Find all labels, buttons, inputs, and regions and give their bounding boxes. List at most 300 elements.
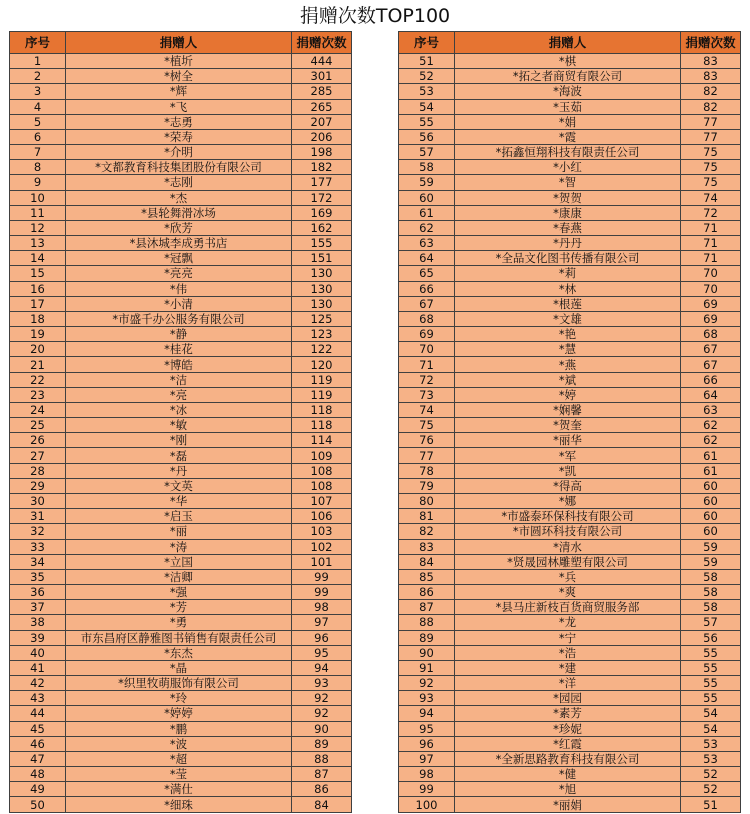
- donor-cell: *文英: [66, 478, 292, 493]
- count-cell: 155: [292, 236, 352, 251]
- count-cell: 51: [681, 797, 741, 812]
- count-cell: 118: [292, 402, 352, 417]
- header-donor: 捐赠人: [455, 32, 681, 54]
- table-row: [399, 402, 741, 417]
- table-row: [399, 69, 741, 84]
- rank-cell: 66: [399, 281, 455, 296]
- count-cell: 55: [681, 691, 741, 706]
- donor-cell: *介明: [66, 145, 292, 160]
- count-cell: 58: [681, 569, 741, 584]
- table-row: [10, 160, 352, 175]
- count-cell: 96: [292, 630, 352, 645]
- count-cell: 62: [681, 418, 741, 433]
- table-row: [10, 311, 352, 326]
- count-cell: 63: [681, 402, 741, 417]
- rank-cell: 89: [399, 630, 455, 645]
- rank-cell: 62: [399, 220, 455, 235]
- count-cell: 206: [292, 129, 352, 144]
- table-row: [10, 266, 352, 281]
- rank-cell: 80: [399, 493, 455, 508]
- table-row: [10, 84, 352, 99]
- count-cell: 75: [681, 175, 741, 190]
- count-cell: 53: [681, 736, 741, 751]
- header-count: 捐赠次数: [292, 32, 352, 54]
- count-cell: 125: [292, 311, 352, 326]
- count-cell: 120: [292, 357, 352, 372]
- rank-cell: 71: [399, 357, 455, 372]
- rank-cell: 69: [399, 327, 455, 342]
- table-row: [10, 782, 352, 797]
- page-title: 捐赠次数TOP100: [299, 5, 451, 27]
- table-row: [10, 418, 352, 433]
- donor-cell: *全新思路教育科技有限公司: [455, 751, 681, 766]
- count-cell: 94: [292, 660, 352, 675]
- donor-cell: *园园: [455, 691, 681, 706]
- count-cell: 54: [681, 706, 741, 721]
- rank-cell: 78: [399, 463, 455, 478]
- donor-cell: *鹏: [66, 721, 292, 736]
- table-row: [399, 569, 741, 584]
- table-row: [399, 615, 741, 630]
- rank-cell: 6: [10, 129, 66, 144]
- rank-cell: 39: [10, 630, 66, 645]
- rank-cell: 3: [10, 84, 66, 99]
- count-cell: 59: [681, 539, 741, 554]
- count-cell: 60: [681, 493, 741, 508]
- table-row: [10, 251, 352, 266]
- count-cell: 82: [681, 99, 741, 114]
- rank-cell: 30: [10, 493, 66, 508]
- donor-cell: *春燕: [455, 220, 681, 235]
- table-row: [399, 266, 741, 281]
- rank-cell: 18: [10, 311, 66, 326]
- rank-cell: 65: [399, 266, 455, 281]
- donor-cell: *丽: [66, 524, 292, 539]
- donor-cell: *杰: [66, 190, 292, 205]
- donor-cell: *华: [66, 493, 292, 508]
- rank-cell: 13: [10, 236, 66, 251]
- rank-cell: 51: [399, 54, 455, 69]
- count-cell: 92: [292, 691, 352, 706]
- table-row: [10, 281, 352, 296]
- donor-cell: *博皓: [66, 357, 292, 372]
- table-row: [399, 585, 741, 600]
- rank-cell: 38: [10, 615, 66, 630]
- donor-cell: *树全: [66, 69, 292, 84]
- donor-cell: *晶: [66, 660, 292, 675]
- count-cell: 98: [292, 600, 352, 615]
- table-row: [399, 767, 741, 782]
- table-row: [10, 327, 352, 342]
- count-cell: 57: [681, 615, 741, 630]
- count-cell: 83: [681, 69, 741, 84]
- donor-cell: *志勇: [66, 114, 292, 129]
- count-cell: 71: [681, 220, 741, 235]
- donor-cell: *丹丹: [455, 236, 681, 251]
- table-row: [399, 160, 741, 175]
- count-cell: 77: [681, 114, 741, 129]
- rank-cell: 75: [399, 418, 455, 433]
- count-cell: 62: [681, 433, 741, 448]
- count-cell: 130: [292, 266, 352, 281]
- rank-cell: 82: [399, 524, 455, 539]
- count-cell: 59: [681, 554, 741, 569]
- donor-cell: *市圆环科技有限公司: [455, 524, 681, 539]
- donor-cell: *贺贺: [455, 190, 681, 205]
- rank-cell: 99: [399, 782, 455, 797]
- donor-cell: *珍妮: [455, 721, 681, 736]
- donor-cell: *旭: [455, 782, 681, 797]
- table-row: [10, 493, 352, 508]
- donor-cell: *玲: [66, 691, 292, 706]
- donor-cell: *莹: [66, 767, 292, 782]
- count-cell: 60: [681, 478, 741, 493]
- table-row: [10, 145, 352, 160]
- table-row: [10, 478, 352, 493]
- rank-cell: 55: [399, 114, 455, 129]
- table-row: [399, 554, 741, 569]
- donor-cell: *小红: [455, 160, 681, 175]
- donor-cell: *满仕: [66, 782, 292, 797]
- donor-cell: *智: [455, 175, 681, 190]
- donor-cell: *娜: [455, 493, 681, 508]
- donor-cell: *欣芳: [66, 220, 292, 235]
- rank-cell: 59: [399, 175, 455, 190]
- table-row: [10, 99, 352, 114]
- rank-cell: 87: [399, 600, 455, 615]
- donor-cell: *荣寿: [66, 129, 292, 144]
- donor-cell: *辉: [66, 84, 292, 99]
- donor-cell: *冠飘: [66, 251, 292, 266]
- table-row: [399, 524, 741, 539]
- donor-cell: *婷: [455, 387, 681, 402]
- donor-cell: *全品文化图书传播有限公司: [455, 251, 681, 266]
- donor-cell: *丹: [66, 463, 292, 478]
- rank-cell: 84: [399, 554, 455, 569]
- table-row: [10, 691, 352, 706]
- count-cell: 109: [292, 448, 352, 463]
- table-row: [10, 448, 352, 463]
- table-row: [399, 311, 741, 326]
- table-row: [399, 797, 741, 812]
- donor-cell: *县马庄新枝百货商贸服务部: [455, 600, 681, 615]
- rank-cell: 19: [10, 327, 66, 342]
- count-cell: 71: [681, 251, 741, 266]
- table-row: [399, 145, 741, 160]
- rank-cell: 26: [10, 433, 66, 448]
- donor-cell: *志刚: [66, 175, 292, 190]
- donor-cell: *燕: [455, 357, 681, 372]
- table-row: [10, 751, 352, 766]
- count-cell: 95: [292, 645, 352, 660]
- table-row: [10, 402, 352, 417]
- count-cell: 70: [681, 281, 741, 296]
- rank-cell: 22: [10, 372, 66, 387]
- count-cell: 198: [292, 145, 352, 160]
- donor-cell: *爽: [455, 585, 681, 600]
- table-row: [10, 539, 352, 554]
- donor-cell: *勇: [66, 615, 292, 630]
- rank-cell: 79: [399, 478, 455, 493]
- donor-cell: *宁: [455, 630, 681, 645]
- rank-cell: 31: [10, 509, 66, 524]
- rank-cell: 27: [10, 448, 66, 463]
- count-cell: 84: [292, 797, 352, 812]
- rank-cell: 72: [399, 372, 455, 387]
- table-row: [399, 630, 741, 645]
- donor-cell: *洁卿: [66, 569, 292, 584]
- table-row: [399, 372, 741, 387]
- count-cell: 108: [292, 478, 352, 493]
- rank-cell: 36: [10, 585, 66, 600]
- rank-cell: 96: [399, 736, 455, 751]
- table-row: [10, 615, 352, 630]
- donor-cell: *植圻: [66, 54, 292, 69]
- rank-cell: 10: [10, 190, 66, 205]
- count-cell: 118: [292, 418, 352, 433]
- table-row: [399, 600, 741, 615]
- count-cell: 87: [292, 767, 352, 782]
- rank-cell: 17: [10, 296, 66, 311]
- table-row: [399, 190, 741, 205]
- count-cell: 106: [292, 509, 352, 524]
- count-cell: 102: [292, 539, 352, 554]
- donor-cell: *涛: [66, 539, 292, 554]
- donor-cell: *飞: [66, 99, 292, 114]
- count-cell: 114: [292, 433, 352, 448]
- rank-cell: 73: [399, 387, 455, 402]
- rank-cell: 24: [10, 402, 66, 417]
- table-row: [10, 296, 352, 311]
- rank-cell: 52: [399, 69, 455, 84]
- rank-cell: 48: [10, 767, 66, 782]
- rank-cell: 56: [399, 129, 455, 144]
- table-row: [399, 205, 741, 220]
- count-cell: 444: [292, 54, 352, 69]
- rank-cell: 33: [10, 539, 66, 554]
- table-row: [399, 706, 741, 721]
- rank-cell: 44: [10, 706, 66, 721]
- donor-cell: *凯: [455, 463, 681, 478]
- rank-cell: 61: [399, 205, 455, 220]
- table-row: [399, 493, 741, 508]
- donor-cell: *海波: [455, 84, 681, 99]
- donor-cell: *桂花: [66, 342, 292, 357]
- donor-cell: *亮亮: [66, 266, 292, 281]
- table-row: [399, 418, 741, 433]
- table-row: [399, 296, 741, 311]
- table-row: [10, 676, 352, 691]
- table-row: [10, 387, 352, 402]
- rank-cell: 47: [10, 751, 66, 766]
- count-cell: 177: [292, 175, 352, 190]
- donor-cell: *红霞: [455, 736, 681, 751]
- table-row: [10, 342, 352, 357]
- table-row: [399, 645, 741, 660]
- rank-cell: 76: [399, 433, 455, 448]
- rank-cell: 4: [10, 99, 66, 114]
- table-row: [10, 767, 352, 782]
- rank-cell: 11: [10, 205, 66, 220]
- donor-cell: *娴馨: [455, 402, 681, 417]
- count-cell: 53: [681, 751, 741, 766]
- table-row: [10, 645, 352, 660]
- count-cell: 56: [681, 630, 741, 645]
- header-row: [399, 32, 741, 54]
- donor-cell: *龙: [455, 615, 681, 630]
- count-cell: 55: [681, 676, 741, 691]
- count-cell: 151: [292, 251, 352, 266]
- donor-cell: *艳: [455, 327, 681, 342]
- count-cell: 75: [681, 160, 741, 175]
- rank-cell: 70: [399, 342, 455, 357]
- table-row: [399, 539, 741, 554]
- table-row: [399, 54, 741, 69]
- table-row: [399, 721, 741, 736]
- table-row: [399, 357, 741, 372]
- donor-cell: *敏: [66, 418, 292, 433]
- donor-cell: *林: [455, 281, 681, 296]
- donor-cell: *织里牧萌服饰有限公司: [66, 676, 292, 691]
- rank-cell: 68: [399, 311, 455, 326]
- count-cell: 70: [681, 266, 741, 281]
- count-cell: 172: [292, 190, 352, 205]
- count-cell: 52: [681, 782, 741, 797]
- count-cell: 182: [292, 160, 352, 175]
- rank-cell: 43: [10, 691, 66, 706]
- rank-cell: 90: [399, 645, 455, 660]
- rank-cell: 74: [399, 402, 455, 417]
- header-count: 捐赠次数: [681, 32, 741, 54]
- table-row: [399, 751, 741, 766]
- donor-cell: *洁: [66, 372, 292, 387]
- donor-cell: *亮: [66, 387, 292, 402]
- donor-cell: *磊: [66, 448, 292, 463]
- donor-cell: *得高: [455, 478, 681, 493]
- count-cell: 99: [292, 569, 352, 584]
- count-cell: 55: [681, 645, 741, 660]
- donor-cell: *东杰: [66, 645, 292, 660]
- donor-cell: *洋: [455, 676, 681, 691]
- count-cell: 60: [681, 509, 741, 524]
- count-cell: 169: [292, 205, 352, 220]
- count-cell: 54: [681, 721, 741, 736]
- count-cell: 61: [681, 448, 741, 463]
- count-cell: 93: [292, 676, 352, 691]
- header-rank: 序号: [10, 32, 66, 54]
- rank-cell: 25: [10, 418, 66, 433]
- rank-cell: 14: [10, 251, 66, 266]
- donor-cell: *县轮舞滑冰场: [66, 205, 292, 220]
- count-cell: 99: [292, 585, 352, 600]
- rank-cell: 1: [10, 54, 66, 69]
- count-cell: 69: [681, 311, 741, 326]
- table-row: [399, 387, 741, 402]
- table-row: [10, 509, 352, 524]
- table-row: [10, 585, 352, 600]
- count-cell: 67: [681, 357, 741, 372]
- donor-cell: *棋: [455, 54, 681, 69]
- count-cell: 107: [292, 493, 352, 508]
- donor-cell: *拓鑫恒翔科技有限责任公司: [455, 145, 681, 160]
- rank-cell: 58: [399, 160, 455, 175]
- count-cell: 69: [681, 296, 741, 311]
- count-cell: 92: [292, 706, 352, 721]
- count-cell: 72: [681, 205, 741, 220]
- donor-cell: *立国: [66, 554, 292, 569]
- table-row: [10, 463, 352, 478]
- rank-cell: 37: [10, 600, 66, 615]
- donor-cell: *市盛泰环保科技有限公司: [455, 509, 681, 524]
- table-row: [10, 69, 352, 84]
- rank-cell: 20: [10, 342, 66, 357]
- donor-cell: *细珠: [66, 797, 292, 812]
- count-cell: 162: [292, 220, 352, 235]
- donor-cell: *斌: [455, 372, 681, 387]
- count-cell: 64: [681, 387, 741, 402]
- count-cell: 301: [292, 69, 352, 84]
- table-row: [399, 478, 741, 493]
- donor-cell: *静: [66, 327, 292, 342]
- rank-cell: 32: [10, 524, 66, 539]
- rank-cell: 67: [399, 296, 455, 311]
- rank-cell: 93: [399, 691, 455, 706]
- donor-cell: *莉: [455, 266, 681, 281]
- rank-cell: 7: [10, 145, 66, 160]
- donor-cell: *文雄: [455, 311, 681, 326]
- table-row: [399, 463, 741, 478]
- rank-cell: 81: [399, 509, 455, 524]
- donor-cell: *市盛千办公服务有限公司: [66, 311, 292, 326]
- table-row: [399, 84, 741, 99]
- donor-cell: *波: [66, 736, 292, 751]
- donor-cell: *贤晟园林雕塑有限公司: [455, 554, 681, 569]
- header-rank: 序号: [399, 32, 455, 54]
- table-row: [10, 114, 352, 129]
- table-row: [399, 342, 741, 357]
- table-row: [399, 236, 741, 251]
- table-row: [399, 782, 741, 797]
- rank-cell: 42: [10, 676, 66, 691]
- count-cell: 285: [292, 84, 352, 99]
- donor-cell: *霞: [455, 129, 681, 144]
- rank-cell: 85: [399, 569, 455, 584]
- donor-cell: *伟: [66, 281, 292, 296]
- table-row: [399, 281, 741, 296]
- rank-cell: 21: [10, 357, 66, 372]
- rank-cell: 97: [399, 751, 455, 766]
- rank-cell: 45: [10, 721, 66, 736]
- table-row: [10, 205, 352, 220]
- donor-cell: *慧: [455, 342, 681, 357]
- count-cell: 60: [681, 524, 741, 539]
- rank-cell: 63: [399, 236, 455, 251]
- table-row: [399, 736, 741, 751]
- count-cell: 61: [681, 463, 741, 478]
- count-cell: 123: [292, 327, 352, 342]
- table-row: [10, 524, 352, 539]
- table-row: [10, 372, 352, 387]
- rank-cell: 53: [399, 84, 455, 99]
- donor-cell: *娟: [455, 114, 681, 129]
- table-row: [10, 600, 352, 615]
- count-cell: 101: [292, 554, 352, 569]
- count-cell: 58: [681, 600, 741, 615]
- rank-cell: 16: [10, 281, 66, 296]
- table-row: [10, 569, 352, 584]
- donor-cell: *文都教育科技集团股份有限公司: [66, 160, 292, 175]
- donor-cell: *贺奎: [455, 418, 681, 433]
